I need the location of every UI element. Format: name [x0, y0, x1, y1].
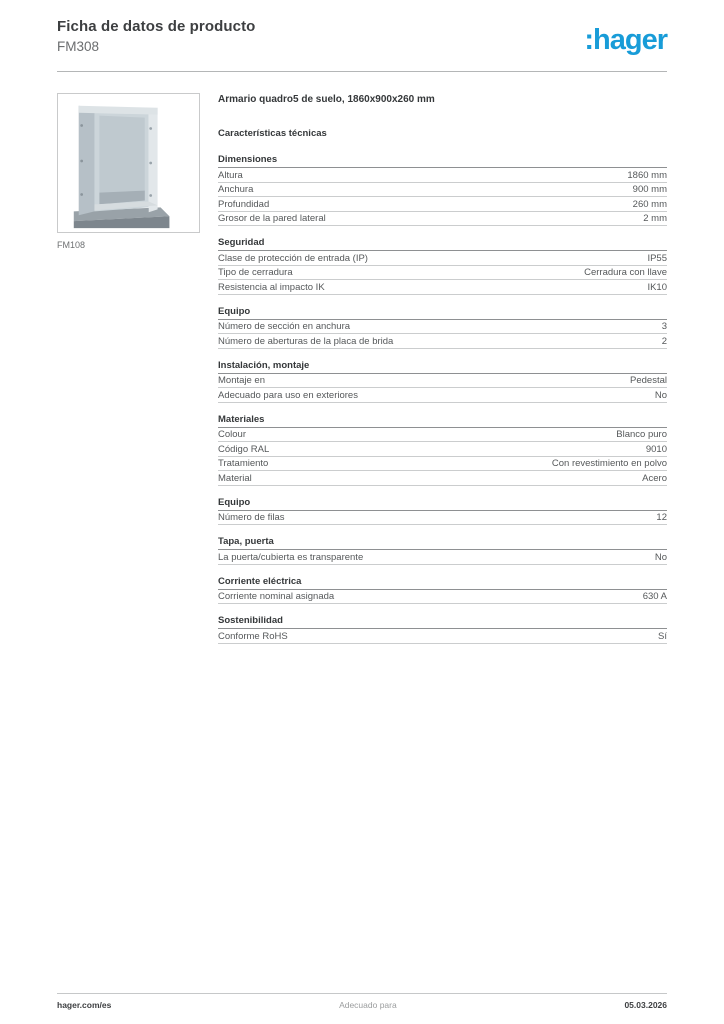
spec-value: 260 mm [632, 198, 667, 210]
section-title: Materiales [218, 412, 667, 428]
spec-value: 2 [661, 335, 667, 347]
section-title: Seguridad [218, 235, 667, 251]
spec-row [218, 183, 667, 198]
footer [57, 1000, 667, 1010]
spec-value: Cerradura con llave [584, 267, 667, 278]
specifications-column [218, 93, 667, 644]
spec-section [218, 412, 667, 486]
spec-row [218, 511, 667, 526]
spec-value: 9010 [645, 443, 667, 455]
spec-label: Número de sección en anchura [218, 321, 351, 332]
spec-row [218, 629, 667, 644]
spec-label: Colour [218, 429, 246, 440]
spec-value: 900 mm [632, 184, 667, 195]
spec-section [218, 304, 667, 349]
spec-value: 1860 mm [627, 169, 667, 181]
spec-label: Montaje en [218, 375, 266, 386]
spec-label: Material [218, 472, 252, 484]
spec-value: 630 A [642, 591, 667, 602]
spec-row [218, 428, 667, 443]
spec-value: 2 mm [643, 213, 667, 224]
spec-label: La puerta/cubierta es transparente [218, 551, 364, 563]
spec-row [218, 374, 667, 389]
spec-value: Pedestal [630, 375, 667, 386]
section-title: Equipo [218, 495, 667, 511]
spec-label: Anchura [218, 184, 254, 195]
spec-row [218, 550, 667, 565]
spec-row [218, 168, 667, 183]
spec-row [218, 266, 667, 281]
spec-label: Tratamiento [218, 458, 269, 469]
spec-section [218, 613, 667, 644]
spec-value: 3 [661, 321, 667, 332]
section-title: Tapa, puerta [218, 534, 667, 550]
cabinet-illustration [58, 93, 199, 233]
header-titles [57, 18, 255, 54]
spec-section [218, 495, 667, 526]
spec-label: Número de filas [218, 512, 285, 523]
footer-date: 05.03.2026 [624, 1000, 667, 1010]
spec-value: Sí [658, 630, 667, 642]
spec-label: Altura [218, 169, 243, 181]
product-title: Armario quadro5 de suelo, 1860x900x260 mm [218, 94, 435, 105]
spec-label: Corriente nominal asignada [218, 591, 335, 602]
spec-value: No [654, 389, 667, 401]
header-divider [57, 71, 667, 72]
spec-label: Profundidad [218, 198, 270, 210]
spec-row [218, 457, 667, 472]
spec-sections [218, 152, 667, 644]
product-image [57, 93, 200, 233]
page-title: Ficha de datos de producto [57, 18, 256, 35]
spec-section [218, 358, 667, 403]
spec-label: Resistencia al impacto IK [218, 281, 325, 293]
footer-divider [57, 993, 667, 994]
spec-value: IK10 [647, 281, 667, 293]
spec-row [218, 212, 667, 227]
product-image-column [57, 93, 200, 644]
spec-label: Código RAL [218, 443, 270, 455]
spec-row [218, 388, 667, 403]
spec-row [218, 320, 667, 335]
product-image-caption: FM108 [57, 240, 86, 250]
spec-row [218, 251, 667, 266]
spec-section [218, 574, 667, 605]
section-title: Instalación, montaje [218, 358, 667, 374]
spec-label: Tipo de cerradura [218, 267, 293, 278]
spec-value: 12 [656, 512, 667, 523]
spec-row [218, 442, 667, 457]
section-title: Corriente eléctrica [218, 574, 667, 590]
spec-label: Grosor de la pared lateral [218, 213, 326, 224]
spec-value: Blanco puro [616, 429, 667, 440]
spec-row [218, 280, 667, 295]
spec-label: Clase de protección de entrada (IP) [218, 252, 368, 264]
hager-logo: :hager [584, 24, 667, 56]
spec-row [218, 471, 667, 486]
spec-label: Conforme RoHS [218, 630, 288, 642]
spec-row [218, 590, 667, 605]
content [57, 93, 667, 644]
spec-value: Con revestimiento en polvo [551, 458, 667, 469]
spec-section [218, 235, 667, 295]
section-title: Dimensiones [218, 152, 667, 168]
spec-section [218, 152, 667, 226]
spec-label: Adecuado para uso en exteriores [218, 389, 358, 401]
header [57, 18, 667, 55]
section-title: Equipo [218, 304, 667, 320]
spec-row [218, 197, 667, 212]
spec-row [218, 334, 667, 349]
spec-section [218, 534, 667, 565]
footer-website-link[interactable]: hager.com/es [57, 1000, 112, 1010]
spec-value: Acero [642, 472, 667, 484]
spec-label: Número de aberturas de la placa de brida [218, 335, 394, 347]
characteristics-heading: Características técnicas [218, 128, 327, 139]
spec-value: No [654, 551, 667, 563]
section-title: Sostenibilidad [218, 613, 667, 629]
spec-value: IP55 [647, 252, 667, 264]
footer-center-text: Adecuado para [339, 1000, 397, 1010]
product-reference: FM308 [57, 39, 100, 54]
